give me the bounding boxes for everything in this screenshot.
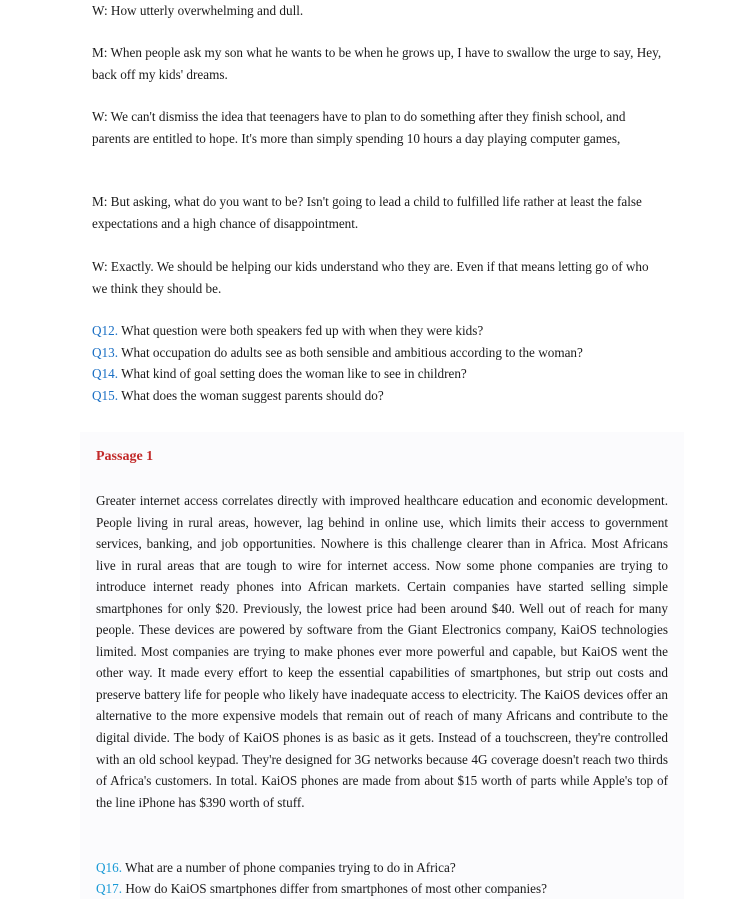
dialogue-line: [92, 256, 664, 299]
question-number: Q14.: [92, 366, 119, 381]
question-text: What kind of goal setting does the woman like to see in children?: [118, 366, 467, 381]
question-number: Q17.: [96, 881, 123, 896]
question-text: What occupation do adults see as both sensible and ambitious according to the woman?: [118, 344, 583, 360]
question-number: Q12.: [92, 323, 119, 338]
dialogue-line-m1: M: When people ask my son what he wants to be when he grows up, I have to swallow the urge to say, Hey, back off my kids' dreams.: [92, 45, 662, 82]
question-number: Q13.: [92, 344, 119, 360]
question-number: Q16.: [96, 860, 123, 875]
dialogue-line: [92, 42, 664, 85]
question-text: What does the woman suggest parents should do?: [118, 387, 384, 403]
question-number: Q15.: [92, 387, 119, 403]
question-text: What question were both speakers fed up with when they were kids?: [118, 323, 484, 338]
question-item: [96, 878, 668, 900]
dialogue-line-w2: W: We can't dismiss the idea that teenagers have to plan to do something after they finish school, and parents are entitled to hope. It's more than simply spending 10 hours a day playing computer games,: [92, 109, 626, 146]
question-text: How do KaiOS smartphones differ from smartphones of most other companies?: [122, 881, 547, 896]
dialogue-line-w3: W: Exactly. We should be helping our kids understand who they are. Even if that means letting go of who we think they should be.: [92, 259, 649, 296]
question-item: [92, 320, 664, 342]
question-item: [92, 342, 664, 364]
passage-title: Passage 1: [96, 449, 154, 464]
dialogue-line-w1: W: How utterly overwhelming and dull.: [92, 3, 304, 18]
question-list: [92, 320, 664, 406]
dialogue-line: [92, 106, 664, 149]
dialogue-line: [92, 0, 664, 22]
question-item: [96, 857, 668, 879]
question-item: [92, 363, 664, 385]
question-text: What are a number of phone companies trying to do in Africa?: [122, 860, 456, 875]
dialogue-line: [92, 191, 664, 234]
passage-body: Greater internet access correlates directly with improved healthcare education and economic development. People living in rural areas, however, lag behind in online use, which limits their access to government services, banking, and job opportunities. Nowhere is this challenge clearer than in Africa. Most Africans live in rural areas that are tough to wire for internet access. Now some phone companies are trying to introduce internet ready phones into African markets. Certain companies have started selling simple smartphones for only $20. Previously, the lowest price had been around $40. Well out of reach for many people. These devices are powered by software from the Giant Electronics company, KaiOS technologies limited. Most companies are trying to make phones ever more powerful and capable, but KaiOS went the other way. It made every effort to keep the essential capabilities of smartphones, but strip out costs and preserve battery life for people who likely have inadequate access to electricity. The KaiOS devices offer an alternative to the more expensive models that remain out of reach of many Africans and contribute to the digital divide. The body of KaiOS phones is as basic as it gets. Instead of a touchscreen, they're controlled with an old school keypad. They're designed for 3G networks because 4G coverage doesn't reach two thirds of Africa's customers. In total. KaiOS phones are made from about $15 worth of parts while Apple's top of the line iPhone has $390 worth of stuff.: [96, 493, 668, 810]
dialogue-line-m2: M: But asking, what do you want to be? Isn't going to lead a child to fulfilled life rather at least the false expectations and a high chance of disappointment.: [92, 194, 642, 231]
question-item: [92, 385, 664, 407]
